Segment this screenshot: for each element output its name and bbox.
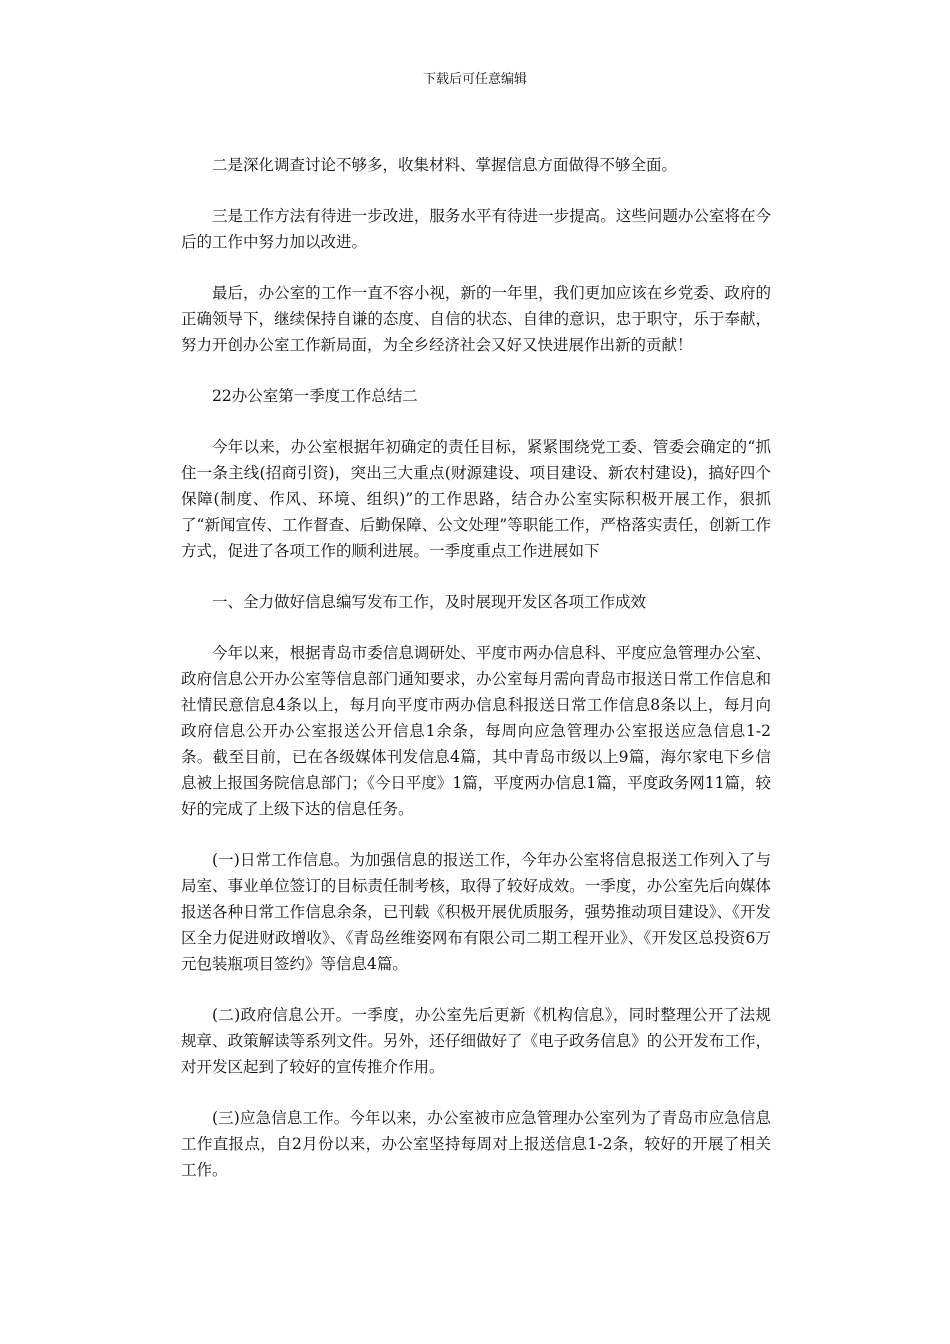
paragraph-shortcoming-3: 三是工作方法有待进一步改进，服务水平有待进一步提高。这些问题办公室将在今后的工作中努力加以改进。 [181, 207, 771, 251]
paragraph-emergency-info: (三)应急信息工作。今年以来，办公室被市应急管理办公室列为了青岛市应急信息工作直报点，自2月份以来，办公室坚持每周对上报送信息1-2条，较好的开展了相关工作。 [181, 1109, 771, 1179]
paragraph-shortcoming-2: 二是深化调查讨论不够多，收集材料、掌握信息方面做得不够全面。 [212, 156, 678, 174]
page-header-note: 下载后可任意编辑 [422, 72, 527, 87]
paragraph-intro: 今年以来，办公室根据年初确定的责任目标，紧紧围绕党工委、管委会确定的“抓住一条主线(招商引资)，突出三大重点(财源建设、项目建设、新农村建设)，搞好四个保障(制度、作风、环境、组织)”的工作思路，结合办公室实际积极开展工作，狠抓了“新闻宣传、工作督查、后勤保障、公文处理”等职能工作，严格落实责任，创新工作方式，促进了各项工作的顺利进展。一季度重点工作进展如下 [181, 438, 771, 560]
section-title: 22办公室第一季度工作总结二 [212, 387, 418, 405]
paragraph-gov-info: (二)政府信息公开。一季度，办公室先后更新《机构信息》，同时整理公开了法规规章、政策解读等系列文件。另外，还仔细做好了《电子政务信息》的公开发布工作，对开发区起到了较好的宣传推介作用。 [181, 1006, 771, 1076]
paragraph-daily-info: (一)日常工作信息。为加强信息的报送工作，今年办公室将信息报送工作列入了与局室、事业单位签订的目标责任制考核，取得了较好成效。一季度，办公室先后向媒体报送各种日常工作信息余条，已刊载《积极开展优质服务，强势推动项目建设》、《开发区全力促进财政增收》、《青岛丝维姿网布有限公司二期工程开业》、《开发区总投资6万元包装瓶项目签约》等信息4篇。 [181, 851, 771, 973]
section-heading-1: 一、全力做好信息编写发布工作，及时展现开发区各项工作成效 [212, 593, 647, 611]
paragraph-conclusion: 最后，办公室的工作一直不容小视，新的一年里，我们更加应该在乡党委、政府的正确领导下，继续保持自谦的态度、自信的状态、自律的意识，忠于职守，乐于奉献，努力开创办公室工作新局面，为全乡经济社会又好又快进展作出新的贡献！ [181, 284, 771, 354]
document-body [181, 152, 771, 1208]
paragraph-info-overview: 今年以来，根据青岛市委信息调研处、平度市两办信息科、平度应急管理办公室、政府信息公开办公室等信息部门通知要求，办公室每月需向青岛市报送日常工作信息和社情民意信息4条以上，每月向平度市两办信息科报送日常工作信息8条以上，每月向政府信息公开办公室报送公开信息1余条，每周向应急管理办公室报送应急信息1-2条。截至目前，已在各级媒体刊发信息4篇，其中青岛市级以上9篇，海尔家电下乡信息被上报国务院信息部门；《今日平度》1篇，平度两办信息1篇，平度政务网11篇，较好的完成了上级下达的信息任务。 [181, 644, 771, 818]
